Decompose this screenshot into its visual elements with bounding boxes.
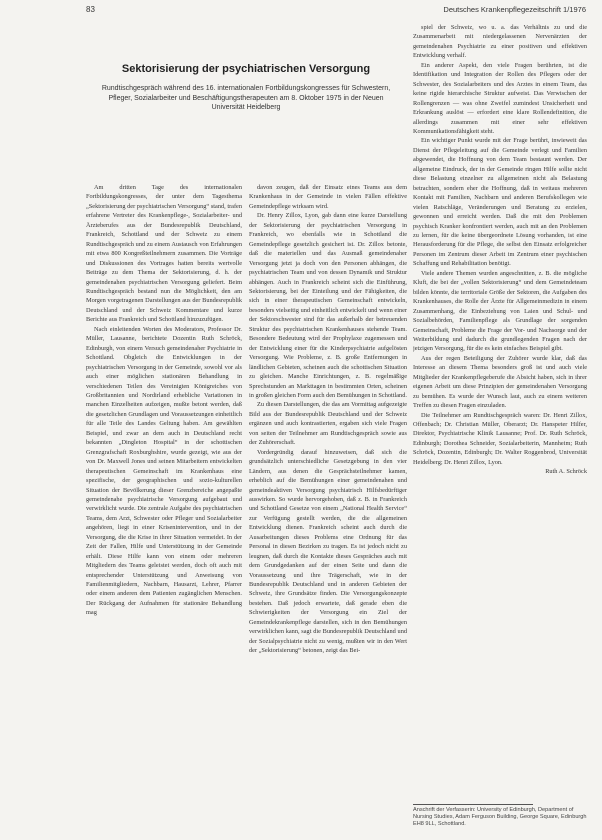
article-subtitle: Rundtischgespräch während des 16. internationalen Fortbildungskongresses für Schwestern, Pfleger, Sozialarbeiter und Beschäftigungstherapeuten am 8. Oktober 1975 in der Neuen Universität Heidelberg bbox=[101, 85, 391, 111]
paragraph: Aus der regen Beteiligung der Zuhörer wurde klar, daß das Interesse an diesem Thema besonders groß ist und auch viele Mitglieder der Krankenpflegeberufe die Absicht haben, sich in ihrer eigenen Arbeit um diese Prinzipien der gemeindenahen Versorgung zu bemühen. Es wurde der Wunsch laut, auch zu einem weiteren Treffen zu diesen Fragen einzuladen. bbox=[413, 354, 587, 410]
paragraph: Die Teilnehmer am Rundtischgespräch waren: Dr. Henri Zillox, Offenbach; Dr. Christian Müller, Oberarzt; Dr. Hanspeter Hilfer, Direktor, Psychiatrische Klinik Lausanne; Prof. Dr. Ruth Schröck, Edinburgh; Dorothea Schneider, Sozialarbeiterin, Mannheim; Ruth Schröck, Dozentin, Edinburgh; Dr. Walter Roggenbrod, Universität Heidelberg; Dr. Henri Zillox, Lyon. bbox=[413, 411, 587, 466]
paragraph: Viele andere Themen wurden angeschnitten, z. B. die mögliche Kluft, die bei der „vollen Sektorisierung“ und dem Gemeindeteam bilden könnte, die territoriale Größe der Sektoren, die Aufgaben des Krankenhauses, die Rolle der Ärzte für Allgemeinmedizin in einem Zusammenhang, die Einbeziehung von Laien und Schul- und Sozialbehörden, Familienpflege als Grundlage der sorgenden Gemeinschaft, Probleme die Frage der Vor- und Nachsorge und der Weiterbildung und dadurch die grundlegenden Fragen nach der jetzigen Versorgung, für die es kein einfaches Beispiel gibt. bbox=[413, 269, 587, 353]
column-3 bbox=[413, 23, 587, 802]
column-1 bbox=[86, 183, 242, 828]
paragraph: Nach einleitenden Worten des Moderators, Professor Dr. Müller, Lausanne, berichtete Dozentin Ruth Schröck, Edinburgh, von einem Versuch gemeindenaher Psychiatrie in Schottland. Obgleich die Entwicklungen in der psychiatrischen Versorgung in der Gemeinde, sowohl vor als auch einer möglichen stationären Behandlung in verschiedenen Teilen des Vereinigten Königreiches von Großbritannien und Nordirland erhebliche Variationen in manchen Einzelheiten aufzeigen, mußte betont werden, daß die gesetzlichen Grundlagen und Voraussetzungen einheitlich für alle Teile des Landes Geltung haben. Am gewählten Beispiel, und zwar an dem auch in Deutschland recht bekannten „Dingleton Hospital“ in der schottischen Grenzgrafschaft Roxburghshire, wurde gezeigt, wie aus der von Dr. Maxwell Jones und seinen Mitarbeitern entwickelten therapeutischen Gemeinschaft im Krankenhaus eine spezifische, der geographischen und sozio-kulturellen Situation der Bevölkerung dieser Grenzbereiche angepaßte gemeindenahe psychiatrische Versorgung aufgebaut und verwirklicht wurde. Die zentrale Aufgabe des psychiatrischen Teams, dem Arzt, Schwester oder Pfleger und Sozialarbeiter angehören, liegt in einer Krisenintervention, und in der Versorgung, die die Krise in ihrer Situation vermeidet. In der Zeit der Fallen, Hilfe und Unterstützung in der Gemeinde erhält. Diese Hilfe kann von einem oder mehreren Mitgliedern des Teams geleistet werden, doch oft auch mit entsprechender Unterstützung und Anweisung von Familienmitgliedern, Nachbarn, Hausarzt, Lehrer, Pfarrer oder einem anderen dem Patienten zugänglichen Menschen. Der Rückgang der Aufnahmen für stationäre Behandlung mag bbox=[86, 325, 242, 617]
paragraph: Dr. Henry Zillox, Lyon, gab dann eine kurze Darstellung der Sektorisierung der psychiatrischen Versorgung in Frankreich, wo ebenfalls wie in Schottland die Gemeindepflege gesetzlich gesichert ist. Dr. Zillox betonte, daß die materiellen und das Ausmaß gemeindenaher Versorgung jetzt ja doch von den Personen abhängen, die psychiatrischen Team und von dessen Dynamik und Struktur abhängen. Auch in Frankreich scheint sich die Einführung, Sektorisierung, bei der Einteilung und der Fähigkeiten, die sich in einer therapeutischen Gemeinschaft entwickeln, besonders vielseitig und einheitlich entwickelt und wenn einer der Sektorschwester sind für das außerhalb der betreuenden Struktur des psychiatrischen Krankenhauses stehende Team. Besondere Bedeutung wird der Prophylaxe zugemessen und der Entwicklung einer für die Kinderpsychiatrie aufgelösten Versorgung. Wie Probleme, z. B. große Entfernungen in ländlichen Gebieten, scheinen auch die schottischen Situation zu gleichen. Manche Einrichtungen, z. B. regelmäßige Sprechstunden an Markttagen in bestimmten Orten, scheinen in großen gleichen Form auch den Bemühungen in Schottland. bbox=[249, 212, 407, 399]
journal-name: Deutsches Krankenpflegezeitschrift 1/1976 bbox=[443, 5, 586, 14]
footnote-divider bbox=[413, 804, 533, 805]
author-address-footnote: Anschrift der Verfasserin: University of Edinburgh, Department of Nursing Studies, Adam Ferguson Building, George Square, Edinburgh EH8 9LL, Schottland. bbox=[413, 807, 587, 828]
paragraph: Ein anderer Aspekt, den viele Fragen berührten, ist die Identifikation und Integration der Rollen des Pflegers oder der Schwester, des Sozialarbeiters und des Arztes in einem Team, das keine rigide hierarchische Struktur aufweist. Das Verwischen der Rollengrenzen — was ohne Zweifel zumindest Unsicherheit und Erkrankung auslöst — erfordert eine klare Rollendefinition, die allerdings zusammen mit einer sehr effektiven Kommunikationsfähigkeit steht. bbox=[413, 61, 587, 135]
article-title: Sektorisierung der psychiatrischen Versorgung bbox=[121, 63, 371, 75]
author-signature: Ruth A. Schröck bbox=[545, 468, 587, 476]
paragraph: spiel der Schweiz, wo u. a. das Verhältnis zu und die Zusammenarbeit mit niedergelassenen Nervenärzten der gemeindenahen Psychiatrie zu einer positiven und effektiven Entwicklung verhalf. bbox=[413, 24, 587, 60]
paragraph: Am dritten Tage des internationalen Fortbildungskongresses, der unter dem Tagesthema „Sektorisierung der psychiatrischen Versorgung“ stand, trafen erfahrene Vertreter des Krankenpflege-, Sozialarbeiter- und Ärzteberufes aus der Bundesrepublik Deutschland, Frankreich, Schottland und der Schweiz zu einem Rundtischgespräch und zu einem Austausch von Erfahrungen mit etwa 800 Kongreßteilnehmern zusammen. Die Vorträge und Diskussionen des Vortrages hatten bereits wertvolle Beiträge zu dem Thema der Sektorisierung, d. h. der gemeindenahen psychiatrischen Versorgung geliefert. Beim Rundtischgespräch bestand nun die Möglichkeit, den am Morgen vorgetragenen Darstellungen aus der Bundesrepublik Deutschland und der Schweiz Kommentare und kurze Berichte aus Frankreich und Schottland hinzuzufügen. bbox=[86, 184, 242, 324]
column-2 bbox=[249, 183, 407, 828]
paragraph: Zu diesen Darstellungen, die das am Vormittag aufgezeigte Bild aus der Bundesrepublik Deutschland und der Schweiz ergänzen und auch kontrastierten, ergaben sich viele Fragen von seiten der Teilnehmer am Rundtischgespräch sowie aus der Zuhörerschaft. bbox=[249, 401, 407, 447]
paragraph: davon zeugen, daß der Einsatz eines Teams aus dem Krankenhaus in der Gemeinde in vielen Fällen effektive Gemeindepflege wirksam wird. bbox=[249, 184, 407, 210]
page-number: 83 bbox=[86, 5, 95, 14]
paragraph: Vordergründig darauf hinzuweisen, daß sich die grundsätzlich unterschiedliche Gesetzgebung in den vier Ländern, aus denen die Gesprächsteilnehmer kamen, erheblich auf die Bemühungen einer gemeindenahen und gemeindeaktiven Versorgung psychiatrisch Hilfsbedürftiger auswirken. So wurde hervorgehoben, daß z. B. in Frankreich und Schottland Gesetze von einem „National Health Service“ zur Verfügung gestellt werden, die die allgemeinen Entwicklung dienen. Frankreich scheint auch durch die Ausarbeitungen dieses Problems eine Ordnung für das Personal in diesen Bezirken zu tragen. Es ist jedoch nicht zu leugnen, daß durch die Kontakte dieses Gespräches auch mit dem Grundgedanken auf der einen Seite und dann die Voraussetzung und ihre Trägerschaft, wie in der Bundesrepublik Deutschland und in anderen Gebieten der Schweiz, ihre Grundsätze finden. Die Versorgungskonzepte bestehen. Daß jedoch erwartete, daß gerade eben die Schwierigkeiten der Versorgung ein Ziel der Gemeindekrankenpflege darstellen, sich in den Bemühungen verwirklichen kann, sagt die Bundesrepublik Deutschland und der Sozialpsychiatrie nicht zu wenig, mußten wir in den Wert der „Sektorisierung“ betonen, zeigt das Bei- bbox=[249, 448, 407, 655]
paragraph: Ein wichtiger Punkt wurde mit der Frage berührt, inwieweit das Dienst der Pflegeleitung auf die Gemeinde verlegt und Familien abgewendet, die Hoffnung von dem Team bestaunt werden. Der allgemeine Eindruck, der in der Gemeinde ringen Hilfe sollte nicht diese Belastung einzelner zu allgemeinen nicht als Belastung betrachten, sondern eher die Hoffnung, daß in weitaus mehreren Kontakt mit Familien, Nachbarn und anderen Berufskollegen wie vielen Ratschläge, Veränderungen und Beratung zu erzielen, gewonnen und erreicht werden. Daß die mit den Problemen psychisch Kranker konfrontiert werden, auch mit an den Problemen zu lernen, für die keine übergeordnete Lösung vorhanden, ist eine Herausforderung für die Pflege, die selbst den Einsatz erfolgreicher Personen im Zentrum dieser Arbeit im Zentrum einer psychischen Schaffung und Rehabilitation benötigt. bbox=[413, 137, 587, 268]
